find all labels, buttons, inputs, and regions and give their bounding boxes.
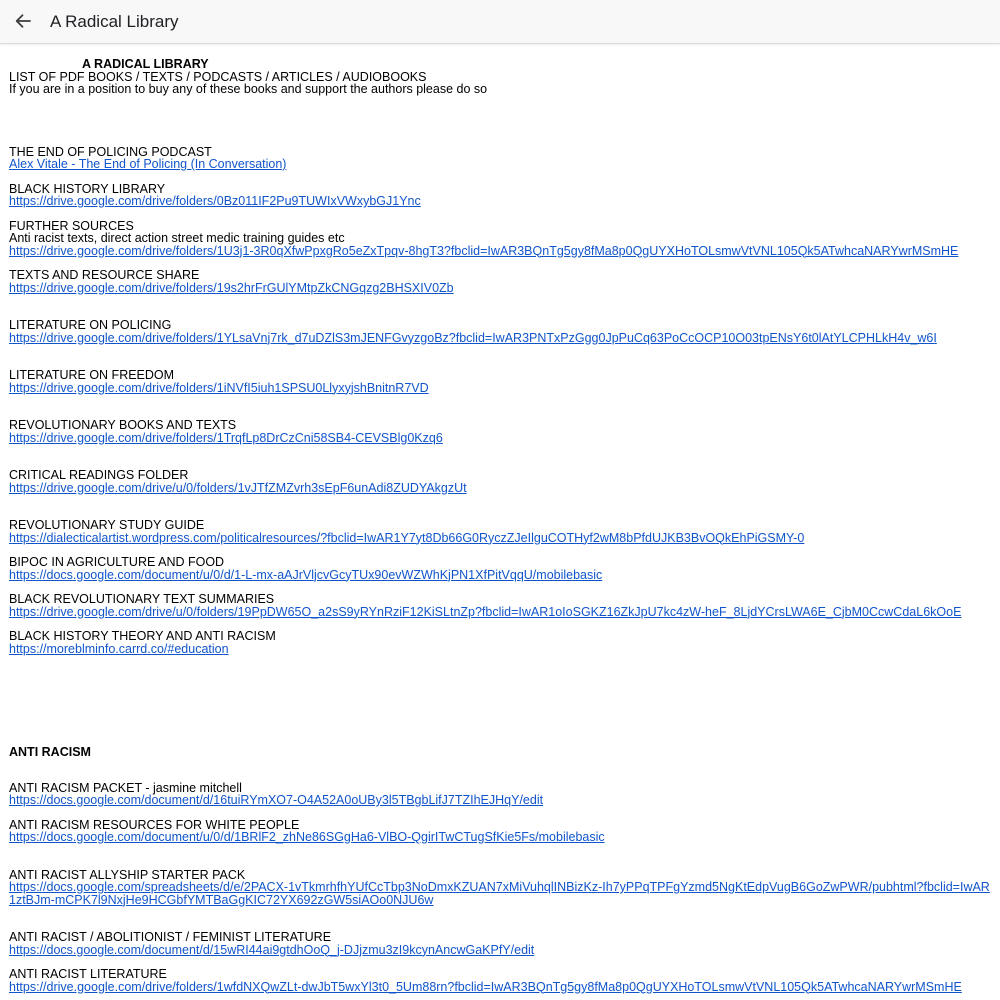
back-button[interactable] xyxy=(8,6,38,36)
section-link[interactable]: https://moreblminfo.carrd.co/#education xyxy=(9,641,229,656)
section xyxy=(9,519,994,544)
section-link[interactable]: https://docs.google.com/document/d/16tuiRYmXO7-O4A52A0oUBy3l5TBgbLifJ7TZIhEJHqY/edit xyxy=(9,793,544,807)
section xyxy=(9,968,994,993)
section xyxy=(9,782,994,807)
section-link[interactable]: https://drive.google.com/drive/folders/1wfdNXQwZLt-dwJbT5wxYl3t0_5Um88rn?fbclid=IwAR3BQnTg5gy8fMa8p0QgUYXHoTOLsmwVtVNL105Qk5ATwhcaNARYwrMSmHE xyxy=(9,979,962,994)
section-heading: BLACK REVOLUTIONARY TEXT SUMMARIES xyxy=(9,592,275,606)
section-link[interactable]: https://docs.google.com/document/u/0/d/1-L-mx-aAJrVljcvGcyTUx90evWZWhKjPN1XfPitVqqU/mobilebasic xyxy=(9,567,603,582)
section xyxy=(9,630,994,655)
section-link[interactable]: https://drive.google.com/drive/u/0/folders/19PpDW65O_a2sS9yRYnRziF12KiSLtnZp?fbclid=IwAR1oIoSGKZ16ZkJpU7kc4zW-heF_8LjdYCrsLWA6E_CjbM0CcwCdaL6kOoE xyxy=(9,604,962,619)
section-link[interactable]: https://drive.google.com/drive/folders/1YLsaVnj7rk_d7uDZlS3mJENFGvyzgoBz?fbclid=IwAR3PNTxPzGgg0JpPuCq63PoCcOCP10O03tpENsY6t0lAtYLCPHLkH4v_w6I xyxy=(9,330,937,345)
section-link[interactable]: https://drive.google.com/drive/folders/1TrqfLp8DrCzCni58SB4-CEVSBlg0Kzq6 xyxy=(9,430,443,445)
doc-subtitle: LIST OF PDF BOOKS / TEXTS / PODCASTS / ARTICLES / AUDIOBOOKS xyxy=(9,69,427,84)
section xyxy=(9,269,994,294)
section-heading: ANTI RACIST LITERATURE xyxy=(9,967,167,981)
section-heading: LITERATURE ON POLICING xyxy=(9,318,172,332)
section-heading: ANTI RACISM RESOURCES FOR WHITE PEOPLE xyxy=(9,817,300,832)
section-link[interactable]: https://docs.google.com/document/d/15wRI44ai9gtdhOoQ_j-DJjzmu3zI9kcynAncwGaKPfY/edit xyxy=(9,942,535,957)
section-link[interactable]: https://drive.google.com/drive/folders/1U3j1-3R0qXfwPpxgRo5eZxTpqv-8hgT3?fbclid=IwAR3BQnTg5gy8fMa8p0QgUYXHoTOLsmwVtVNL105Qk5ATwhcaNARYwrMSmHE xyxy=(9,243,959,258)
section-heading: ANTI RACIST / ABOLITIONIST / FEMINIST LITERATURE xyxy=(9,930,332,944)
anti-racism-heading: ANTI RACISM xyxy=(9,745,91,759)
section-link[interactable]: Alex Vitale - The End of Policing (In Conversation) xyxy=(9,157,287,171)
section-link[interactable]: https://docs.google.com/spreadsheets/d/e/2PACX-1vTkmrhfhYUfCcTbp3NoDmxKZUAN7xMiVuhqlINBizKz-Ih7yPPqTPFgYzmd5NgKtEdpVugB6GoZwPWR/pubhtml?fbclid=IwAR1ztBJm-mCPK7l9NxjHe9HCGbfYMTBaGgKIC72YX692zGW5siAOo0NJU6w xyxy=(9,880,990,907)
section xyxy=(9,819,994,844)
section xyxy=(9,183,994,208)
doc-note: If you are in a position to buy any of these books and support the authors please do so xyxy=(9,82,488,96)
section-heading: FURTHER SOURCES xyxy=(9,218,134,233)
section-description: Anti racist texts, direct action street medic training guides etc xyxy=(9,231,345,245)
section-link[interactable]: https://drive.google.com/drive/u/0/folders/1vJTfZMZvrh3sEpF6unAdi8ZUDYAkgzUt xyxy=(9,480,467,495)
section-heading: TEXTS AND RESOURCE SHARE xyxy=(9,268,200,282)
section xyxy=(9,931,994,956)
section xyxy=(9,869,994,907)
section-heading: BIPOC IN AGRICULTURE AND FOOD xyxy=(9,555,225,569)
section-link[interactable]: https://docs.google.com/document/u/0/d/1BRlF2_zhNe86SGgHa6-VlBO-QgirITwCTugSfKie5Fs/mobilebasic xyxy=(9,830,605,844)
section-heading: ANTI RACISM PACKET - jasmine mitchell xyxy=(9,780,242,795)
section xyxy=(9,469,994,494)
app-bar xyxy=(0,0,1000,44)
section xyxy=(9,419,994,444)
section-heading: REVOLUTIONARY STUDY GUIDE xyxy=(9,518,205,532)
section xyxy=(9,220,994,258)
section xyxy=(9,146,994,171)
document-body xyxy=(9,58,994,993)
section-link[interactable]: https://drive.google.com/drive/folders/19s2hrFrGUlYMtpZkCNGqzg2BHSXIV0Zb xyxy=(9,280,454,295)
doc-title: A RADICAL LIBRARY xyxy=(82,57,209,71)
section-link[interactable]: https://drive.google.com/drive/folders/0Bz011IF2Pu9TUWIxVWxybGJ1Ync xyxy=(9,194,421,208)
section-link[interactable]: https://dialecticalartist.wordpress.com/politicalresources/?fbclid=IwAR1Y7yt8Db66G0RyczZJeIlguCOTHyf2wM8bPfdUJKB3BvOQkEhPiGSMY-0 xyxy=(9,530,805,545)
section xyxy=(9,593,994,618)
section-heading: REVOLUTIONARY BOOKS AND TEXTS xyxy=(9,418,237,432)
section-link[interactable]: https://drive.google.com/drive/folders/1iNVfI5iuh1SPSU0LlyxyjshBnitnR7VD xyxy=(9,380,429,395)
section-heading: CRITICAL READINGS FOLDER xyxy=(9,468,189,482)
section xyxy=(9,556,994,581)
section-heading: LITERATURE ON FREEDOM xyxy=(9,368,175,382)
section xyxy=(9,369,994,394)
section-heading: BLACK HISTORY LIBRARY xyxy=(9,181,166,196)
section xyxy=(9,319,994,344)
page-title: A Radical Library xyxy=(50,12,179,31)
section-heading: THE END OF POLICING PODCAST xyxy=(9,144,212,159)
section-heading: ANTI RACIST ALLYSHIP STARTER PACK xyxy=(9,867,246,882)
section-heading: BLACK HISTORY THEORY AND ANTI RACISM xyxy=(9,629,276,643)
arrow-left-icon xyxy=(14,12,32,30)
